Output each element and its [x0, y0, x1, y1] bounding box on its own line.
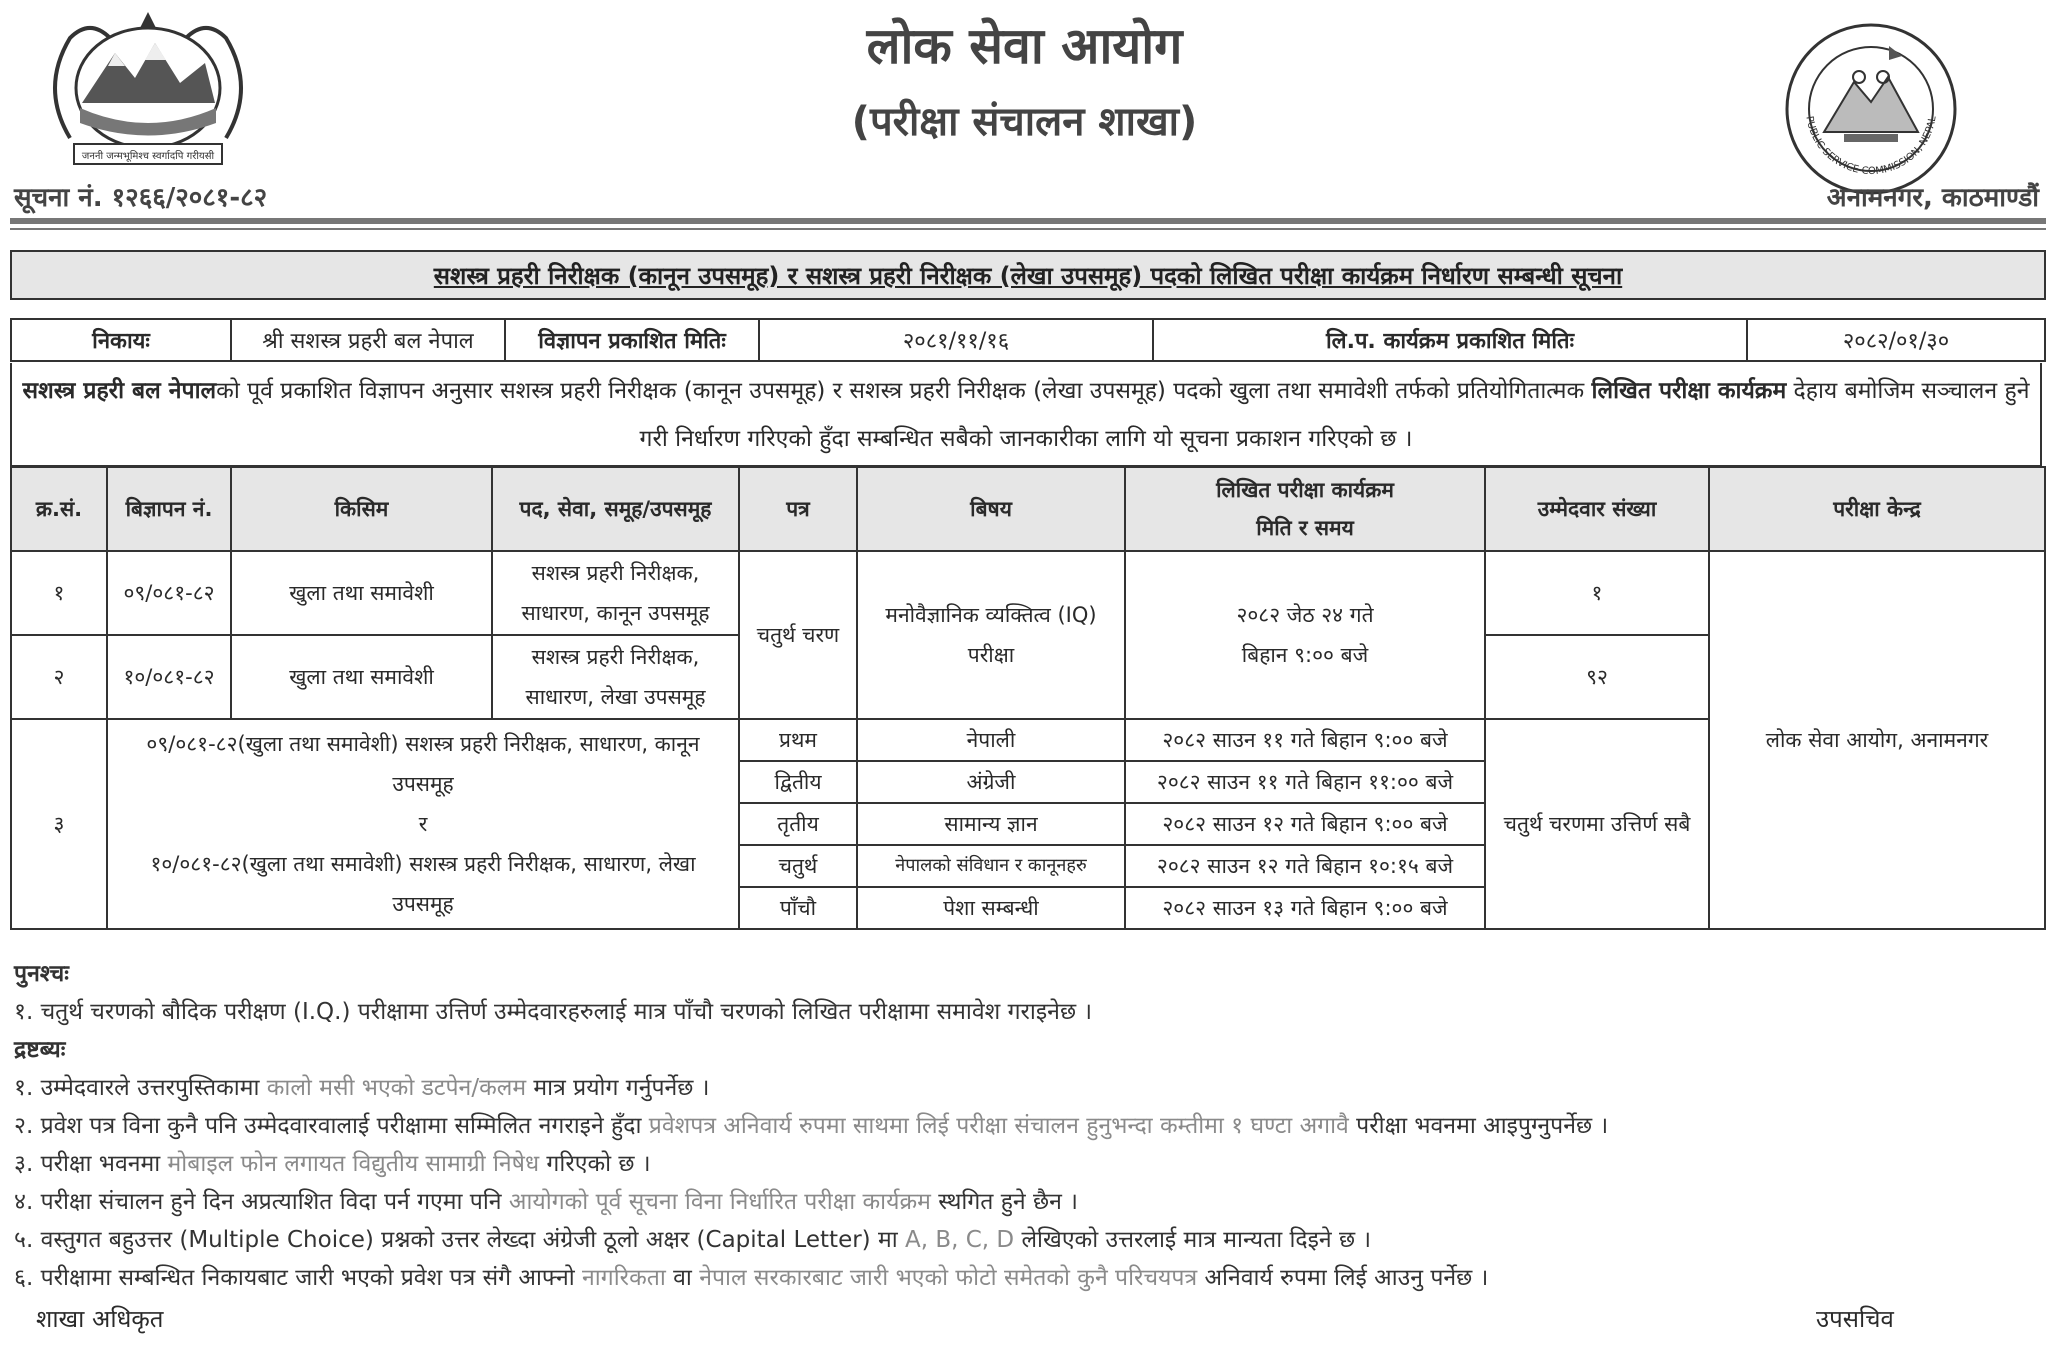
intro-paragraph [10, 363, 2042, 467]
agency-value: श्री सशस्त्र प्रहरी बल नेपाल [231, 319, 505, 361]
cell-paper: द्वितीय [739, 761, 857, 803]
note-item: ५. वस्तुगत बहुउत्तर (Multiple Choice) प्रश्नको उत्तर लेख्दा अंग्रेजी ठूलो अक्षर (Capital Letter) मा A, B, C, D लेखिएको उत्तरलाई मात्र मान्यता दिइने छ । [14, 1227, 1372, 1253]
table-row [11, 551, 2045, 635]
svg-text:PUBLIC SERVICE COMMISSION, NEP: PUBLIC SERVICE COMMISSION, NEPAL [1803, 115, 1939, 178]
cell-post: सशस्त्र प्रहरी निरीक्षक, साधारण, कानून उपसमूह [492, 551, 739, 635]
col-header-post: पद, सेवा, समूह/उपसमूह [492, 467, 739, 551]
cell-subject: पेशा सम्बन्धी [857, 887, 1125, 929]
cell-sn: २ [11, 635, 107, 719]
col-header-center: परीक्षा केन्द्र [1709, 467, 2045, 551]
ad-date-value: २०८१/११/१६ [759, 319, 1153, 361]
signature-under-secretary: उपसचिव [1816, 1305, 1894, 1333]
col-header-ad-no: बिज्ञापन नं. [107, 467, 231, 551]
cell-type: खुला तथा समावेशी [231, 635, 492, 719]
svg-text:जननी जन्मभूमिश्च स्वर्गादपि गर: जननी जन्मभूमिश्च स्वर्गादपि गरीयसी [81, 151, 215, 162]
col-header-paper: पत्र [739, 467, 857, 551]
page-title: लोक सेवा आयोग [866, 17, 1183, 75]
cell-subject: अंग्रेजी [857, 761, 1125, 803]
note-item: २. प्रवेश पत्र विना कुनै पनि उम्मेदवारवालाई परीक्षामा सम्मिलित नगराइने हुँदा प्रवेशपत्र अनिवार्य रुपमा साथमा लिई परीक्षा संचालन हुनुभन्दा कम्तीमा १ घण्टा अगावै परीक्षा भवनमा आइपुग्नुपर्नेछ । [14, 1113, 1609, 1139]
header-divider [10, 218, 2046, 224]
cell-subject: मनोवैज्ञानिक व्यक्तित्व (IQ) परीक्षा [857, 551, 1125, 719]
office-location: अनामनगर, काठमाण्डौं [1826, 183, 2039, 213]
cell-schedule: २०८२ साउन ११ गते बिहान ९:०० बजे [1125, 719, 1485, 761]
col-header-type: किसिम [231, 467, 492, 551]
col-header-subject: बिषय [857, 467, 1125, 551]
cell-paper: प्रथम [739, 719, 857, 761]
col-header-candidates: उम्मेदवार संख्या [1485, 467, 1709, 551]
notes-heading: द्रष्टब्यः [14, 1037, 66, 1063]
cell-sn: ३ [11, 719, 107, 929]
notice-number: सूचना नं. १२६६/२०८१-८२ [14, 183, 268, 213]
cell-schedule: २०८२ साउन ११ गते बिहान ११:०० बजे [1125, 761, 1485, 803]
cell-ad-no: १०/०८१-८२ [107, 635, 231, 719]
cell-paper: चतुर्थ [739, 845, 857, 887]
header-divider-thin [10, 228, 2046, 230]
cell-schedule: २०८२ जेठ २४ गते बिहान ९:०० बजे [1125, 551, 1485, 719]
cell-subject: सामान्य ज्ञान [857, 803, 1125, 845]
cell-schedule: २०८२ साउन १२ गते बिहान ९:०० बजे [1125, 803, 1485, 845]
cell-paper: पाँचौ [739, 887, 857, 929]
cell-schedule: २०८२ साउन १२ गते बिहान १०:१५ बजे [1125, 845, 1485, 887]
intro-text-2: देहाय बमोजिम सञ्चालन हुने गरी निर्धारण गरिएको हुँदा सम्बन्धित सबैको जानकारीका लागि यो सूचना प्रकाशन गरिएको छ । [639, 378, 2030, 452]
cell-subject: नेपालको संविधान र कानूनहरु [857, 845, 1125, 887]
cell-candidates: ९२ [1485, 635, 1709, 719]
cell-type: खुला तथा समावेशी [231, 551, 492, 635]
cell-paper: चतुर्थ चरण [739, 551, 857, 719]
postscript-item: १. चतुर्थ चरणको बौदिक परीक्षण (I.Q.) परीक्षामा उत्तिर्ण उम्मेदवारहरुलाई मात्र पाँचौ चरणको लिखित परीक्षामा समावेश गराइनेछ । [14, 999, 1093, 1025]
cell-schedule: २०८२ साउन १३ गते बिहान ९:०० बजे [1125, 887, 1485, 929]
exam-date-value: २०८२/०१/३० [1747, 319, 2045, 361]
cell-center: लोक सेवा आयोग, अनामनगर [1709, 551, 2045, 929]
table-header-row [11, 467, 2045, 551]
note-item: ४. परीक्षा संचालन हुने दिन अप्रत्याशित विदा पर्न गएमा पनि आयोगको पूर्व सूचना विना निर्धारित परीक्षा कार्यक्रम स्थगित हुने छैन । [14, 1189, 1078, 1215]
cell-paper: तृतीय [739, 803, 857, 845]
cell-post: सशस्त्र प्रहरी निरीक्षक, साधारण, लेखा उपसमूह [492, 635, 739, 719]
cell-candidates: १ [1485, 551, 1709, 635]
notice-subject: सशस्त्र प्रहरी निरीक्षक (कानून उपसमूह) र सशस्त्र प्रहरी निरीक्षक (लेखा उपसमूह) पदको लिखित परीक्षा कार्यक्रम निर्धारण सम्बन्धी सूचना [10, 250, 2046, 300]
signature-section-officer: शाखा अधिकृत [36, 1305, 164, 1333]
page-subtitle: (परीक्षा संचालन शाखा) [851, 99, 1198, 145]
note-item: ३. परीक्षा भवनमा मोबाइल फोन लगायत विद्युतीय सामाग्री निषेध गरिएको छ । [14, 1151, 651, 1177]
cell-sn: १ [11, 551, 107, 635]
ad-date-label: विज्ञापन प्रकाशित मितिः [505, 319, 759, 361]
postscript-heading: पुनश्चः [14, 961, 69, 987]
notes-section [14, 955, 1608, 1297]
intro-text-1: को पूर्व प्रकाशित विज्ञापन अनुसार सशस्त्र प्रहरी निरीक्षक (कानून उपसमूह) र सशस्त्र प्रहरी निरीक्षक (लेखा उपसमूह) पदको खुला तथा समावेशी तर्फको प्रतियोगितात्मक [216, 378, 1592, 404]
agency-label: निकायः [11, 319, 231, 361]
exam-date-label: लि.प. कार्यक्रम प्रकाशित मितिः [1153, 319, 1747, 361]
note-item: १. उम्मेदवारले उत्तरपुस्तिकामा कालो मसी भएको डटपेन/कलम मात्र प्रयोग गर्नुपर्नेछ । [14, 1075, 710, 1101]
cell-ad-no: ०९/०८१-८२ [107, 551, 231, 635]
cell-candidates: चतुर्थ चरणमा उत्तिर्ण सबै [1485, 719, 1709, 929]
intro-bold-exam: लिखित परीक्षा कार्यक्रम [1591, 378, 1787, 404]
col-header-schedule: लिखित परीक्षा कार्यक्रम मिति र समय [1125, 467, 1485, 551]
note-item: ६. परीक्षामा सम्बन्धित निकायबाट जारी भएको प्रवेश पत्र संगै आफ्नो नागरिकता वा नेपाल सरकारबाट जारी भएको फोटो समेतको कुनै परिचयपत्र अनिवार्य रुपमा लिई आउनु पर्नेछ । [14, 1265, 1489, 1291]
col-header-sn: क्र.सं. [11, 467, 107, 551]
info-table [10, 318, 2046, 362]
cell-combined-desc: ०९/०८१-८२(खुला तथा समावेशी) सशस्त्र प्रहरी निरीक्षक, साधारण, कानून उपसमूह र १०/०८१-८२(खुला तथा समावेशी) सशस्त्र प्रहरी निरीक्षक, साधारण, लेखा उपसमूह [107, 719, 739, 929]
cell-subject: नेपाली [857, 719, 1125, 761]
intro-bold-agency: सशस्त्र प्रहरी बल नेपाल [22, 378, 217, 404]
exam-schedule-table [10, 466, 2046, 930]
